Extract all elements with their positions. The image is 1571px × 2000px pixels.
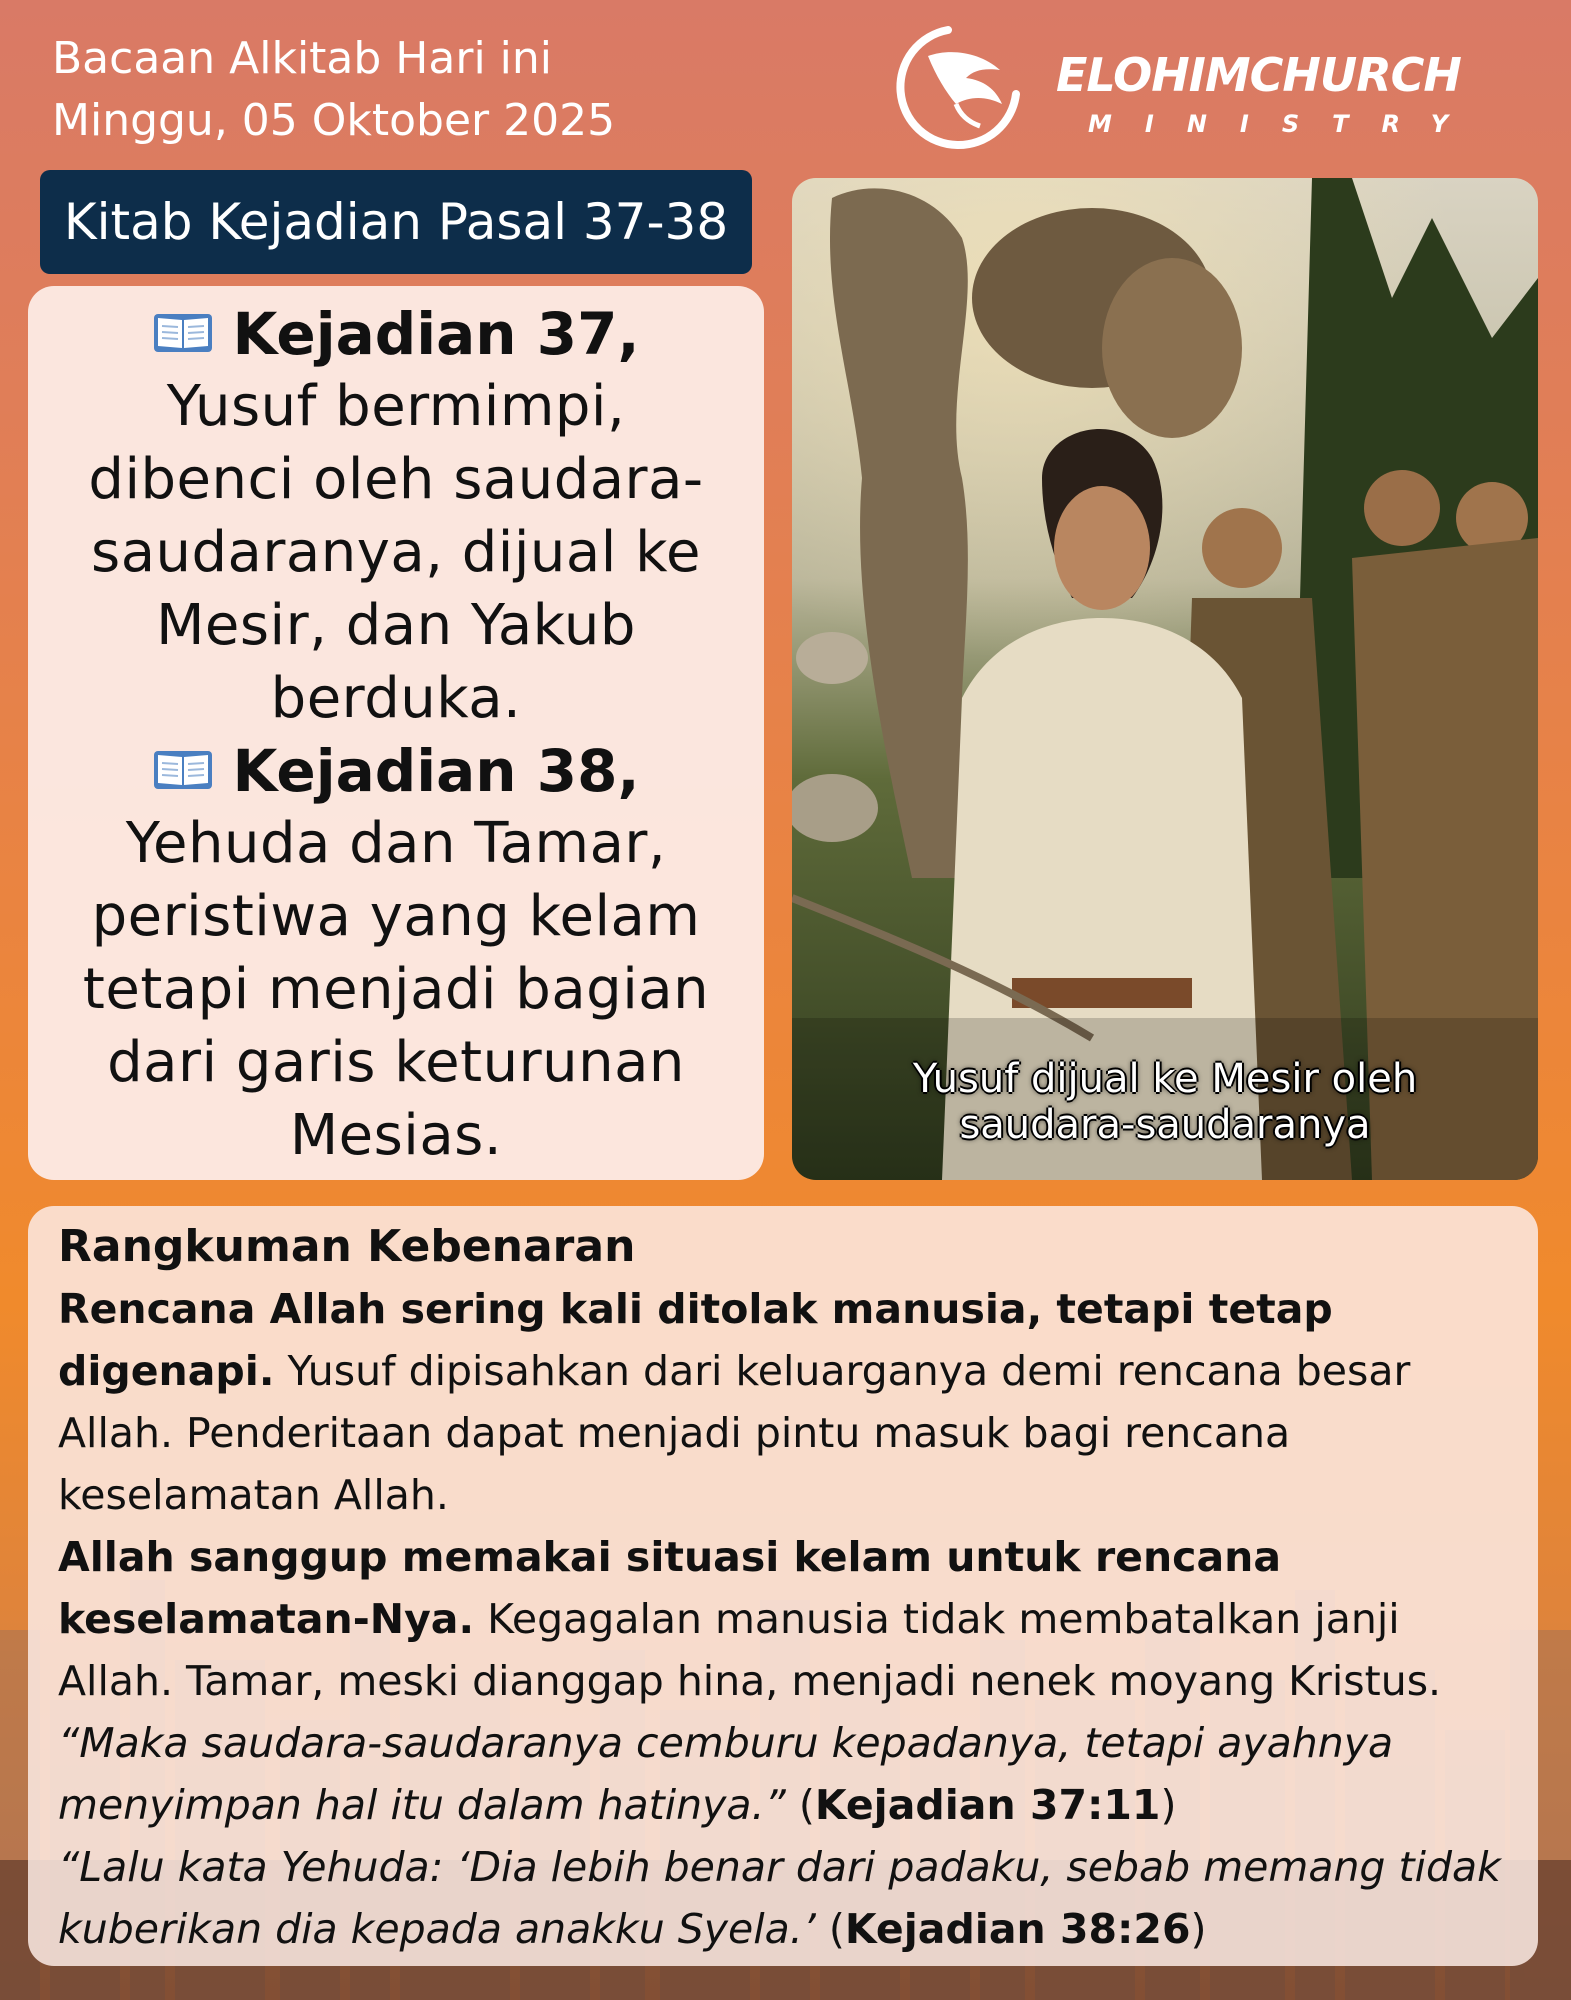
summary-line: dari garis keturunan bbox=[107, 1030, 685, 1095]
summary-line: saudaranya, dijual ke bbox=[91, 520, 701, 585]
summary-line: berduka. bbox=[270, 666, 522, 731]
chapter-summary bbox=[28, 807, 764, 1172]
quote-paren: ( bbox=[785, 1781, 815, 1829]
image-caption bbox=[792, 1056, 1538, 1148]
scripture-quote bbox=[58, 1836, 1508, 1960]
joseph-sold-illustration bbox=[792, 178, 1538, 1180]
chapter-title: Kejadian 38, bbox=[232, 737, 640, 805]
reading-date-header bbox=[52, 28, 615, 152]
quote-paren: ) bbox=[1160, 1781, 1177, 1829]
chapter-title: Kejadian 37, bbox=[232, 300, 640, 368]
logo-brand-text: ELOHIMCHURCH bbox=[1056, 48, 1461, 102]
chapter-summary bbox=[28, 370, 764, 735]
quote-paren: ) bbox=[1190, 1905, 1207, 1953]
open-book-icon bbox=[152, 747, 214, 791]
truth-point bbox=[58, 1278, 1508, 1526]
truth-title: Rangkuman Kebenaran bbox=[58, 1221, 636, 1272]
truth-point-text: Yusuf dipisahkan dari keluarganya demi rencana besar Allah. Penderitaan dapat menjadi pintu masuk bagi rencana keselamatan Allah. bbox=[58, 1347, 1411, 1519]
open-book-icon bbox=[152, 310, 214, 354]
illustration-image bbox=[792, 178, 1538, 1180]
truth-point-heading: Allah sanggup memakai situasi kelam untuk rencana keselamatan-Nya. bbox=[58, 1533, 1281, 1643]
summary-line: Yusuf bermimpi, bbox=[166, 374, 626, 439]
summary-line: peristiwa yang kelam bbox=[91, 884, 701, 949]
quote-text: “Maka saudara-saudaranya cemburu kepadanya, tetapi ayahnya menyimpan hal itu dalam hatinya.” bbox=[58, 1719, 1394, 1829]
dove-logo-icon bbox=[888, 18, 1028, 158]
summary-line: Yehuda dan Tamar, bbox=[125, 811, 667, 876]
summary-line: Mesir, dan Yakub bbox=[156, 593, 636, 658]
truth-point-heading: Rencana Allah sering kali ditolak manusia, tetapi tetap digenapi. bbox=[58, 1285, 1333, 1395]
truth-point bbox=[58, 1526, 1508, 1712]
church-logo bbox=[888, 18, 1528, 158]
summary-line: Mesias. bbox=[289, 1103, 503, 1168]
quote-paren: ( bbox=[815, 1905, 845, 1953]
quote-reference: Kejadian 37:11 bbox=[814, 1781, 1161, 1829]
quote-text: “Lalu kata Yehuda: ‘Dia lebih benar dari padaku, sebab memang tidak kuberikan dia kepada anakku Syela.’ bbox=[58, 1843, 1501, 1953]
logo-sub-text: MINISTRY bbox=[1088, 110, 1482, 138]
chapter-heading bbox=[28, 735, 764, 807]
caption-line: Yusuf dijual ke Mesir oleh bbox=[912, 1056, 1418, 1102]
summary-line: dibenci oleh saudara- bbox=[88, 447, 704, 512]
quote-reference: Kejadian 38:26 bbox=[844, 1905, 1191, 1953]
truth-summary-card bbox=[28, 1206, 1538, 1966]
chapter-summary-card bbox=[28, 286, 764, 1180]
book-chapter-badge: Kitab Kejadian Pasal 37-38 bbox=[40, 170, 752, 274]
header-date: Minggu, 05 Oktober 2025 bbox=[52, 95, 616, 146]
scripture-quote bbox=[58, 1712, 1508, 1836]
summary-line: tetapi menjadi bagian bbox=[82, 957, 710, 1022]
truth-point-text: Kegagalan manusia tidak membatalkan janji Allah. Tamar, meski dianggap hina, menjadi nenek moyang Kristus. bbox=[58, 1595, 1442, 1705]
chapter-heading bbox=[28, 298, 764, 370]
header-title: Bacaan Alkitab Hari ini bbox=[52, 33, 552, 84]
caption-line: saudara-saudaranya bbox=[959, 1102, 1371, 1148]
